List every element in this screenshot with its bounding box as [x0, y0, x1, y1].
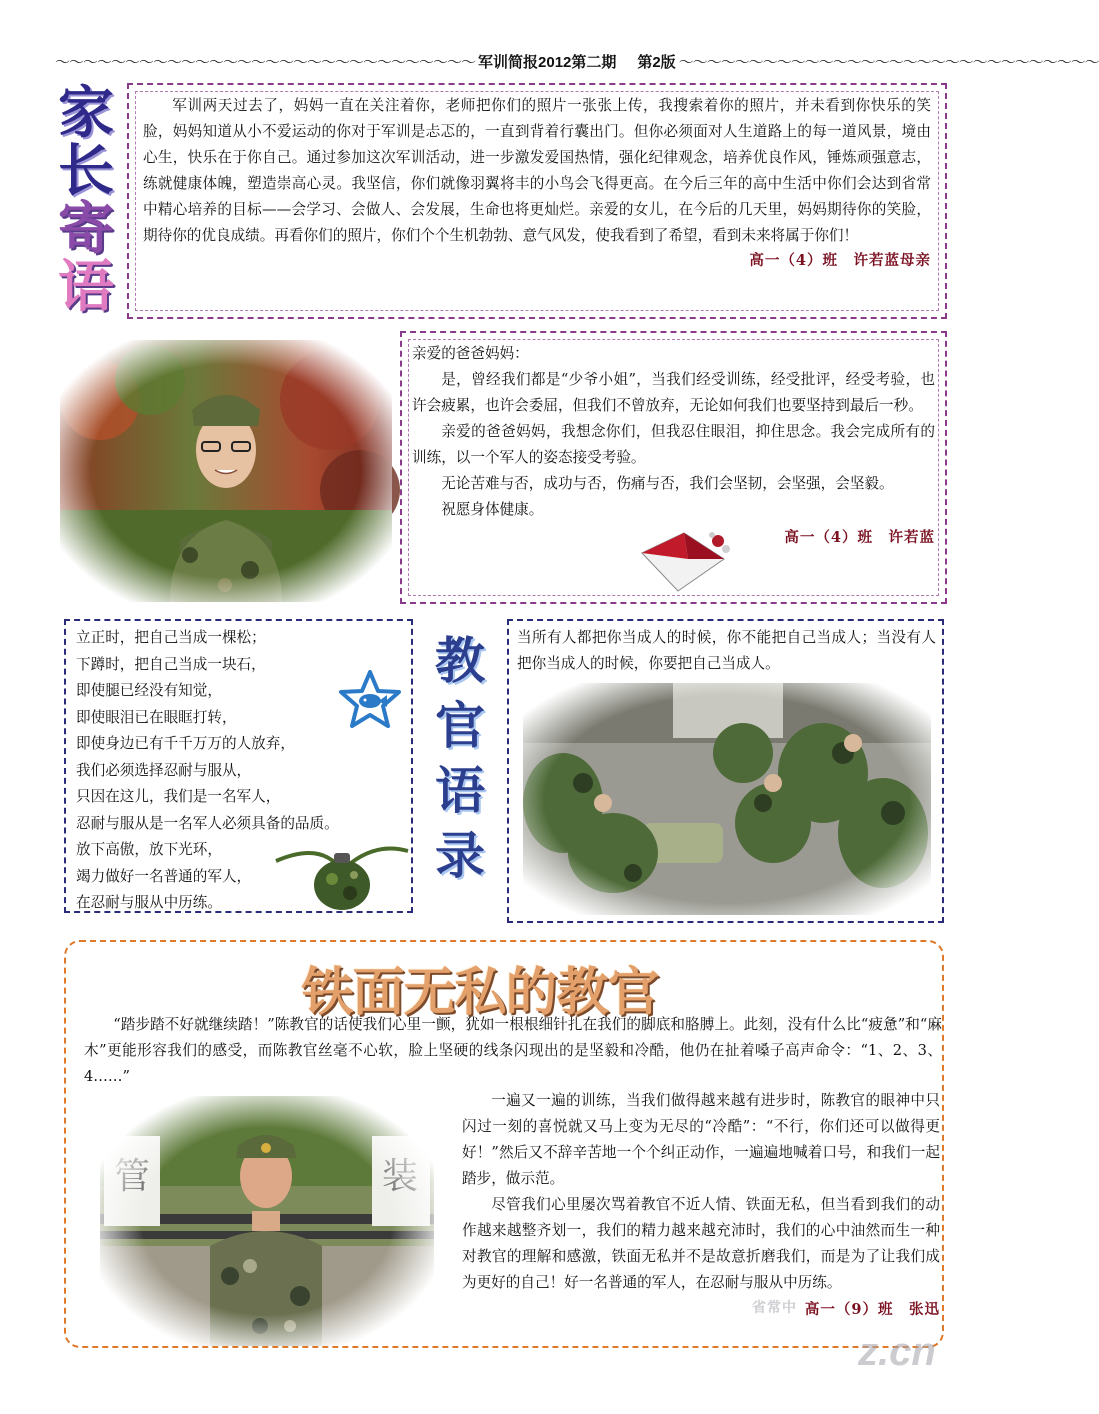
coach-title-char: 官	[435, 697, 485, 755]
poem-line: 忍耐与服从是一名军人必须具备的品质。	[76, 814, 339, 832]
parent-title-char: 语	[58, 255, 114, 320]
student-photo-illustration	[60, 340, 392, 602]
coach-title-char: 录	[435, 827, 485, 885]
header-tilde-left: ～～～～～～～～～～～～～～～～～～～～～～～～～～～～～～	[55, 52, 476, 71]
article-p2: 一遍又一遍的训练，当我们做得越来越有进步时，陈教官的眼神中只闪过一刻的喜悦就又马上变为无尽的“冷酷”：“不行，你们还可以做得更好！”然后又不辞辛苦地一个个纠正动作，一遍遍地喊着口号，和我们一起踏步，做示范。	[462, 1092, 940, 1187]
poem-line: 即使眼泪已在眼眶打转，	[76, 708, 237, 726]
header-issue: 第二期	[571, 52, 617, 71]
poem-line: 我们必须选择忍耐与服从，	[76, 761, 252, 779]
parent-title-char: 家	[58, 81, 114, 146]
student-letter-signature: 高一（4）班 许若蓝	[784, 529, 935, 546]
article-right-column	[462, 1088, 940, 1319]
header-year: 2012	[538, 53, 572, 71]
canteen-icon	[272, 831, 412, 913]
header-tilde-right: ～～～～～～～～～～～～～～～～～～～～～～～～～～～～～～	[678, 52, 1099, 71]
parent-section-title	[46, 81, 126, 320]
poem-line: 竭力做好一名普通的军人，	[76, 867, 252, 885]
header-name: 军训简报	[478, 52, 539, 71]
mother-letter-text: 军训两天过去了，妈妈一直在关注着你，老师把你们的照片一张张上传，我搜索着你的照片，并未看到你快乐的笑脸，妈妈知道从小不爱运动的你对于军训是忐忑的，一直到背着行囊出门。但你必须面对人生道路上的每一道风景，境由心生，快乐在于你自己。通过参加这次军训活动，进一步激发爱国热情，强化纪律观念，培养优良作风，锤炼顽强意志，练就健康体魄，塑造崇高心灵。我坚信，你们就像羽翼将丰的小鸟会飞得更高。在今后三年的高中生活中你们会达到省常中精心培养的目标——会学习、会做人、会发展，生命也将更灿烂。亲爱的女儿，在今后的几天里，妈妈期待你的笑脸，期待你的优良成绩。再看你们的照片，你们个个生机勃勃、意气风发，使我看到了希望，看到未来将属于你们！	[143, 97, 931, 244]
article-p1: “踏步踏不好就继续踏！”陈教官的话使我们心里一颤，犹如一根根细针扎在我们的脚底和胳膊上。此刻，没有什么比“疲惫”和“麻木”更能形容我们的感受，而陈教官丝毫不心软，脸上坚硬的线条闪现出的是坚毅和冷酷，他仍在扯着嗓子高声命令：“1、2、3、4……”	[84, 1016, 942, 1085]
watermark-site: z.cn	[858, 1330, 936, 1374]
header-page-prefix: 第	[637, 52, 653, 71]
poem-line: 即使身边已有千千万万的人放弃，	[76, 735, 295, 752]
quote-box	[507, 619, 944, 923]
header-title	[475, 51, 679, 72]
article-p3: 尽管我们心里屡次骂着教官不近人情、铁面无私，但当看到我们的动作越来越整齐划一，我们的精力越来越充沛时，我们的心中油然而生一种对教官的理解和感激，铁面无私并不是故意折磨我们，而是为了让我们成为更好的自己！好一名普通的军人，在忍耐与服从中历练。	[462, 1196, 940, 1291]
student-photo	[60, 340, 392, 602]
coach-quote: 当所有人都把你当成人的时候，你不能把自己当成人；当没有人把你当成人的时候，你要把自己当成人。	[517, 629, 936, 672]
mother-letter-box	[127, 83, 947, 319]
parent-title-char: 长	[58, 139, 114, 204]
poem-line: 放下高傲，放下光环，	[76, 841, 222, 858]
page-header	[55, 48, 1099, 74]
coach-photo-illustration	[100, 1096, 434, 1346]
poem-line: 只因在这儿，我们是一名军人，	[76, 788, 281, 805]
poem-line: 立正时，把自己当成一棵松；	[76, 629, 266, 646]
training-photo	[523, 683, 931, 915]
coach-photo	[100, 1096, 434, 1346]
poem-line: 在忍耐与服从中历练。	[76, 894, 222, 911]
coach-section-title	[428, 632, 492, 896]
poem-line: 即使腿已经没有知觉，	[76, 682, 222, 699]
parent-title-char: 寄	[58, 197, 114, 262]
student-letter-greeting: 亲爱的爸爸妈妈：	[412, 345, 529, 362]
header-page-unit: 版	[660, 52, 676, 71]
coach-title-char: 语	[435, 762, 485, 820]
student-letter-p4: 祝愿身体健康。	[441, 501, 544, 518]
article-title: 铁面无私的教官	[301, 963, 659, 1023]
mother-letter-signature: 高一（4）班 许若蓝母亲	[749, 252, 931, 269]
header-page-num: 2	[652, 53, 661, 71]
student-letter-p3: 无论苦难与否，成功与否，伤痛与否，我们会坚韧，会坚强，会坚毅。	[441, 475, 894, 492]
article-signature: 高一（9）班 张迅	[804, 1301, 940, 1318]
student-letter-box	[400, 331, 947, 604]
watermark-label: 省常中	[752, 1299, 797, 1315]
student-letter-p1: 是，曾经我们都是“少爷小姐”，当我们经受训练，经受批评，经受考验，也许会疲累，也许会委屈，但我们不曾放弃，无论如何我们也要坚持到最后一秒。	[412, 371, 935, 414]
coach-title-char: 教	[435, 632, 485, 690]
training-photo-illustration	[523, 683, 931, 915]
envelope-icon	[638, 529, 738, 595]
poem-box	[64, 619, 413, 913]
student-letter-p2: 亲爱的爸爸妈妈，我想念你们，但我忍住眼泪，抑住思念。我会完成所有的训练，以一个军人的姿态接受考验。	[412, 423, 935, 466]
star-fish-icon	[338, 669, 402, 729]
poem-line: 下蹲时，把自己当成一块石，	[76, 655, 266, 673]
